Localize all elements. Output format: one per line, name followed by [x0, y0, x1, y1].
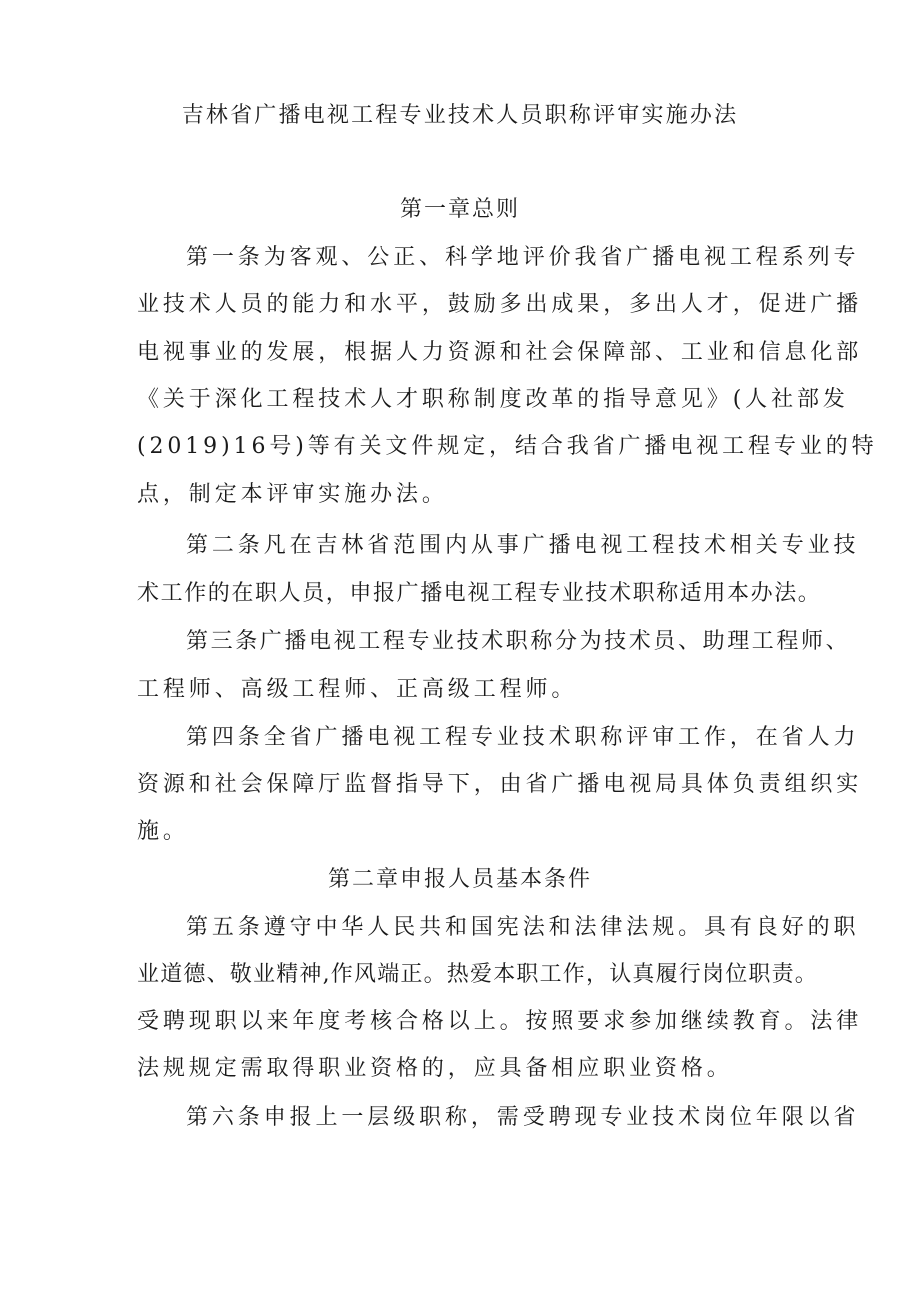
article-1-line-6: 点，制定本评审实施办法。 — [137, 482, 448, 507]
article-1-line-4: 《关于深化工程技术人才职称制度改革的指导意见》(人社部发 — [137, 387, 849, 412]
article-1-line-3: 电视事业的发展，根据人力资源和社会保障部、工业和信息化部 — [137, 340, 863, 365]
article-2-line-1: 第二条凡在吉林省范围内从事广播电视工程技术相关专业技 — [186, 533, 860, 558]
chapter-2-heading: 第二章申报人员基本条件 — [327, 867, 592, 892]
article-6-line-1: 第六条申报上一层级职称，需受聘现专业技术岗位年限以省 — [186, 1105, 860, 1130]
article-2-line-2: 术工作的在职人员，申报广播电视工程专业技术职称适用本办法。 — [137, 581, 822, 606]
chapter-1-heading: 第一章总则 — [399, 197, 520, 222]
article-3-line-2: 工程师、高级工程师、正高级工程师。 — [137, 677, 578, 702]
article-1-line-5: (2019)16号)等有关文件规定，结合我省广播电视工程专业的特 — [137, 434, 878, 459]
article-3-line-1: 第三条广播电视工程专业技术职称分为技术员、助理工程师、 — [186, 629, 851, 654]
article-1-line-2: 业技术人员的能力和水平，鼓励多出成果，多出人才，促进广播 — [137, 292, 863, 317]
document-title: 吉林省广播电视工程专业技术人员职称评审实施办法 — [181, 103, 739, 128]
article-5-line-4: 法规规定需取得职业资格的，应具备相应职业资格。 — [137, 1056, 733, 1081]
article-4-line-3: 施。 — [137, 819, 189, 844]
article-5-line-1: 第五条遵守中华人民共和国宪法和法律法规。具有良好的职 — [186, 915, 860, 940]
article-1-line-1: 第一条为客观、公正、科学地评价我省广播电视工程系列专 — [186, 245, 860, 270]
article-5-line-2: 业道德、敬业精神,作风端正。热爱本职工作，认真履行岗位职责。 — [137, 962, 818, 987]
article-4-line-1: 第四条全省广播电视工程专业技术职称评审工作，在省人力 — [186, 725, 860, 750]
article-4-line-2: 资源和社会保障厅监督指导下，由省广播电视局具体负责组织实 — [137, 772, 863, 797]
article-5-line-3: 受聘现职以来年度考核合格以上。按照要求参加继续教育。法律 — [137, 1009, 863, 1034]
